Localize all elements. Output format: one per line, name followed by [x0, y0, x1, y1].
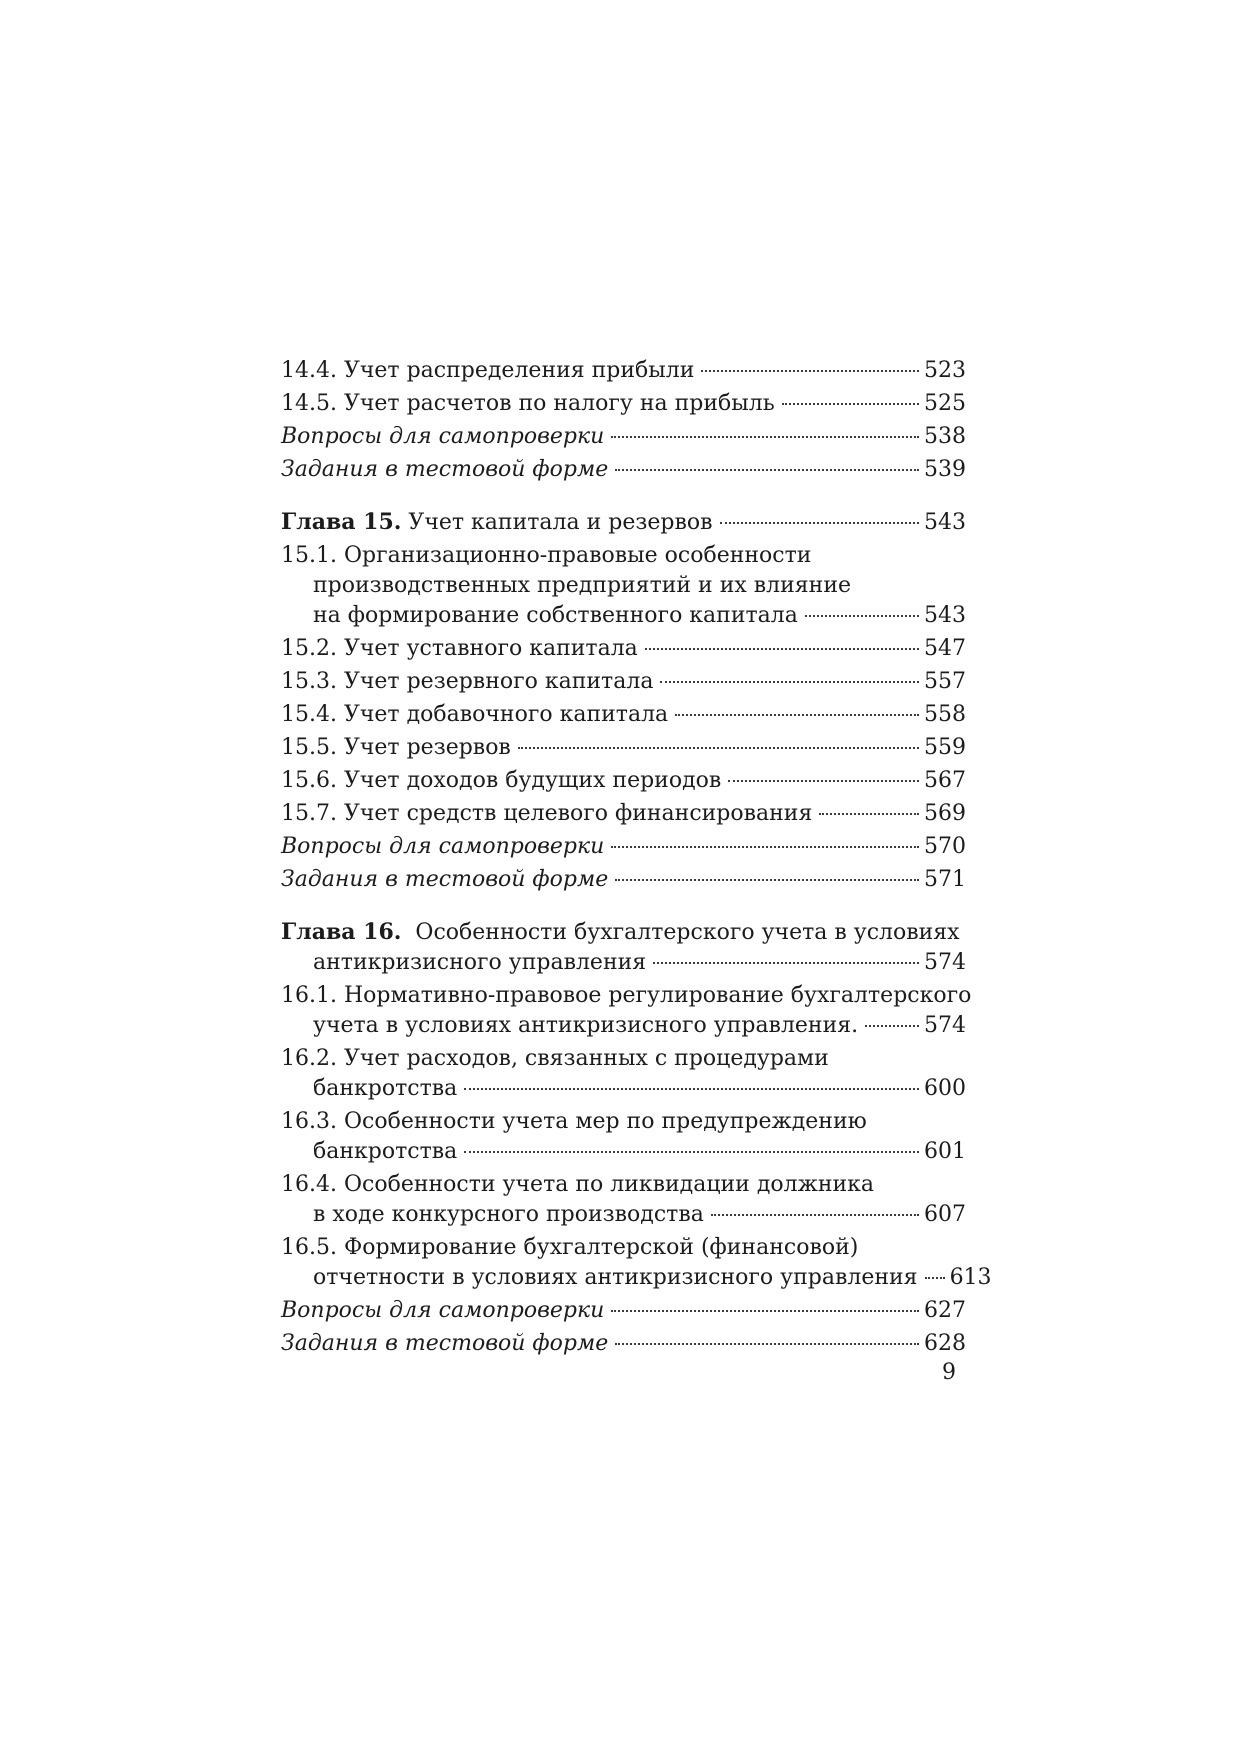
leader-dots: [615, 1343, 919, 1345]
toc-entry-title: 15.7. Учет средств целевого финансирования: [281, 801, 813, 826]
toc-entry-title: 15.6. Учет доходов будущих периодов: [281, 768, 722, 793]
toc-entry-title: Вопросы для самопроверки: [281, 1298, 605, 1323]
toc-entry-title: 14.4. Учет распределения прибыли: [281, 358, 695, 383]
toc-entry-title-line: 16.5. Формирование бухгалтерской (финансовой): [281, 1235, 859, 1260]
page-number: 9: [942, 1360, 956, 1385]
toc-entry-title-line: 16.4. Особенности учета по ликвидации должника: [281, 1172, 875, 1197]
toc-page-number: 558: [924, 702, 966, 727]
toc-entry-title: Задания в тестовой форме: [281, 1331, 609, 1356]
toc-entry-questions-15: [281, 832, 966, 862]
toc-entry-title: Задания в тестовой форме: [281, 457, 609, 482]
leader-dots: [782, 403, 919, 405]
toc-chapter-heading: [281, 507, 713, 538]
toc-page-number: 607: [924, 1202, 966, 1227]
toc-page-number: 547: [924, 636, 966, 661]
toc-chapter-15: [281, 507, 966, 538]
leader-dots: [805, 615, 919, 617]
chapter-title: Особенности бухгалтерского учета в условиях: [401, 920, 960, 945]
toc-entry-questions-16: [281, 1296, 966, 1326]
leader-dots: [701, 370, 919, 372]
toc-page-number: 571: [924, 867, 966, 892]
toc-page-number: 557: [924, 669, 966, 694]
toc-entry-16-3: [281, 1107, 966, 1167]
toc-entry-title-line: учета в условиях антикризисного управления.: [313, 1013, 859, 1038]
leader-dots: [711, 1214, 919, 1216]
toc-entry-15-4: [281, 700, 966, 730]
toc-chapter-16: [281, 917, 966, 978]
toc-entry-title: 15.4. Учет добавочного капитала: [281, 702, 669, 727]
toc-entry-title-line: 16.3. Особенности учета мер по предупреждению: [281, 1109, 867, 1134]
leader-dots: [653, 962, 919, 964]
leader-dots: [611, 1310, 919, 1312]
toc-entry-title-line: банкротства: [313, 1139, 458, 1164]
toc-entry-title-line: производственных предприятий и их влияние: [313, 573, 852, 598]
chapter-spacer: [281, 488, 966, 507]
toc-entry-15-7: [281, 799, 966, 829]
chapter-title-line: антикризисного управления: [313, 950, 647, 975]
leader-dots: [660, 681, 919, 683]
toc-entry-title-line: отчетности в условиях антикризисного управления: [313, 1265, 918, 1290]
toc-page-number: 570: [924, 834, 966, 859]
leader-dots: [675, 714, 919, 716]
toc-entry-title-line: банкротства: [313, 1076, 458, 1101]
toc-page-number: 539: [924, 457, 966, 482]
toc-entry-title: 14.5. Учет расчетов по налогу на прибыль: [281, 391, 775, 416]
toc-page-number: 523: [924, 358, 966, 383]
leader-dots: [819, 813, 919, 815]
toc-entry-title: 15.3. Учет резервного капитала: [281, 669, 654, 694]
leader-dots: [464, 1088, 919, 1090]
table-of-contents: [281, 356, 992, 1362]
toc-entry-14-5: [281, 389, 966, 419]
toc-entry-title: Задания в тестовой форме: [281, 867, 609, 892]
leader-dots: [865, 1025, 919, 1027]
toc-page-number: 543: [924, 510, 966, 535]
toc-entry-title-line: на формирование собственного капитала: [313, 603, 798, 628]
toc-page-number: 600: [924, 1076, 966, 1101]
toc-entry-15-5: [281, 733, 966, 763]
toc-entry-tests-16: [281, 1329, 966, 1359]
leader-dots: [611, 436, 919, 438]
leader-dots: [615, 469, 919, 471]
toc-page-number: 559: [924, 735, 966, 760]
leader-dots: [645, 648, 919, 650]
toc-chapter-heading: [281, 917, 966, 948]
chapter-label: Глава 15.: [281, 509, 402, 535]
toc-entry-15-6: [281, 766, 966, 796]
toc-entry-tests-15: [281, 865, 966, 895]
toc-page-number: 525: [924, 391, 966, 416]
toc-entry-title-line: в ходе конкурсного производства: [313, 1202, 704, 1227]
chapter-spacer: [281, 898, 966, 917]
toc-page-number: 601: [924, 1139, 966, 1164]
toc-entry-questions-14: [281, 422, 966, 452]
toc-entry-15-3: [281, 667, 966, 697]
leader-dots: [518, 747, 919, 749]
toc-page-number: 574: [924, 950, 966, 975]
toc-entry-title: Вопросы для самопроверки: [281, 424, 605, 449]
toc-entry-title-line: 15.1. Организационно-правовые особенности: [281, 543, 812, 568]
toc-entry-15-1: [281, 541, 966, 631]
chapter-title: Учет капитала и резервов: [401, 510, 713, 535]
toc-entry-title: 15.5. Учет резервов: [281, 735, 511, 760]
leader-dots: [611, 846, 919, 848]
toc-entry-title: 15.2. Учет уставного капитала: [281, 636, 638, 661]
toc-entry-title: Вопросы для самопроверки: [281, 834, 605, 859]
toc-entry-tests-14: [281, 455, 966, 485]
toc-page-number: 628: [924, 1331, 966, 1356]
toc-page-number: 538: [924, 424, 966, 449]
leader-dots: [925, 1277, 945, 1279]
chapter-label: Глава 16.: [281, 919, 402, 945]
toc-entry-16-4: [281, 1170, 966, 1230]
toc-page-number: 613: [949, 1265, 992, 1290]
leader-dots: [720, 522, 920, 524]
toc-entry-16-1: [281, 981, 972, 1041]
toc-entry-title-line: 16.1. Нормативно-правовое регулирование бухгалтерского: [281, 983, 972, 1008]
toc-page-number: 567: [924, 768, 966, 793]
leader-dots: [728, 780, 919, 782]
toc-entry-15-2: [281, 634, 966, 664]
toc-page-number: 574: [924, 1013, 966, 1038]
toc-page-number: 627: [924, 1298, 966, 1323]
toc-page-number: 569: [924, 801, 966, 826]
toc-entry-title-line: 16.2. Учет расходов, связанных с процедурами: [281, 1046, 829, 1071]
toc-entry-16-2: [281, 1044, 966, 1104]
leader-dots: [615, 879, 919, 881]
leader-dots: [464, 1151, 919, 1153]
toc-entry-14-4: [281, 356, 966, 386]
toc-page-number: 543: [924, 603, 966, 628]
toc-entry-16-5: [281, 1233, 992, 1293]
